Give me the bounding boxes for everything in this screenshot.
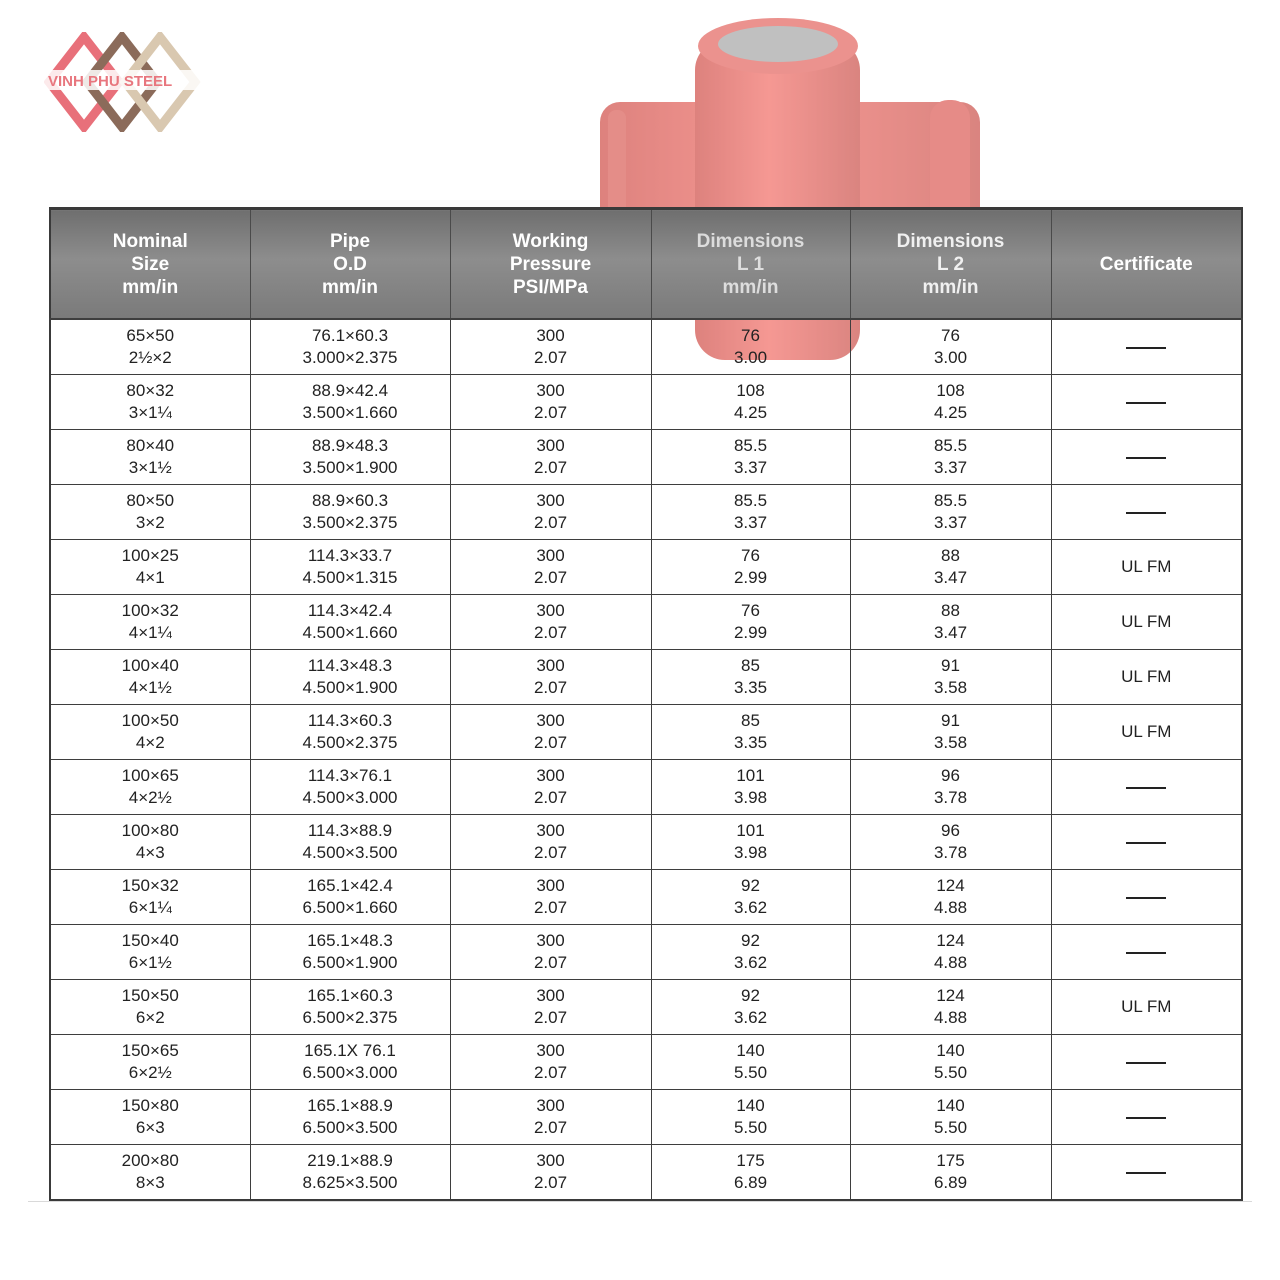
no-certificate-dash (1126, 347, 1166, 349)
cell-dimension-l2: 124 4.88 (850, 980, 1051, 1035)
cell-dimension-l1: 101 3.98 (651, 760, 850, 815)
cell-dimension-l1: 108 4.25 (651, 375, 850, 430)
cell-working-pressure: 300 2.07 (450, 815, 651, 870)
cell-nominal-size: 100×80 4×3 (50, 815, 250, 870)
cell-pipe-od: 88.9×60.3 3.500×2.375 (250, 485, 450, 540)
header-pipe-od: Pipe O.D mm/in (250, 209, 450, 320)
table-row (50, 319, 1242, 375)
no-certificate-dash (1126, 1062, 1166, 1064)
cell-dimension-l1: 101 3.98 (651, 815, 850, 870)
table-row (50, 815, 1242, 870)
cell-dimension-l1: 92 3.62 (651, 870, 850, 925)
header-certificate: Certificate (1051, 209, 1242, 320)
cell-dimension-l2: 91 3.58 (850, 705, 1051, 760)
cell-pipe-od: 114.3×33.7 4.500×1.315 (250, 540, 450, 595)
cell-dimension-l2: 96 3.78 (850, 760, 1051, 815)
cell-pipe-od: 165.1×88.9 6.500×3.500 (250, 1090, 450, 1145)
no-certificate-dash (1126, 512, 1166, 514)
no-certificate-dash (1126, 457, 1166, 459)
cell-certificate (1051, 1145, 1242, 1201)
no-certificate-dash (1126, 1117, 1166, 1119)
cell-dimension-l1: 85.5 3.37 (651, 485, 850, 540)
cell-dimension-l1: 92 3.62 (651, 980, 850, 1035)
cell-nominal-size: 150×50 6×2 (50, 980, 250, 1035)
cell-dimension-l1: 175 6.89 (651, 1145, 850, 1201)
cell-dimension-l1: 85 3.35 (651, 705, 850, 760)
cell-certificate (1051, 925, 1242, 980)
cell-working-pressure: 300 2.07 (450, 1090, 651, 1145)
specification-table (49, 207, 1243, 1201)
no-certificate-dash (1126, 897, 1166, 899)
table-row (50, 375, 1242, 430)
table-row (50, 1035, 1242, 1090)
header-working-pressure: Working Pressure PSI/MPa (450, 209, 651, 320)
table-row (50, 430, 1242, 485)
cell-dimension-l2: 124 4.88 (850, 870, 1051, 925)
cell-pipe-od: 76.1×60.3 3.000×2.375 (250, 319, 450, 375)
cell-dimension-l2: 88 3.47 (850, 595, 1051, 650)
table-row (50, 760, 1242, 815)
cell-nominal-size: 150×80 6×3 (50, 1090, 250, 1145)
cell-nominal-size: 200×80 8×3 (50, 1145, 250, 1201)
cell-nominal-size: 150×40 6×1½ (50, 925, 250, 980)
cell-dimension-l2: 124 4.88 (850, 925, 1051, 980)
cell-pipe-od: 114.3×88.9 4.500×3.500 (250, 815, 450, 870)
cell-certificate: UL FM (1051, 650, 1242, 705)
cell-dimension-l2: 85.5 3.37 (850, 430, 1051, 485)
cell-dimension-l1: 140 5.50 (651, 1090, 850, 1145)
cell-certificate (1051, 375, 1242, 430)
cell-nominal-size: 100×50 4×2 (50, 705, 250, 760)
cell-nominal-size: 100×40 4×1½ (50, 650, 250, 705)
cell-certificate (1051, 870, 1242, 925)
cell-working-pressure: 300 2.07 (450, 1145, 651, 1201)
cell-certificate (1051, 815, 1242, 870)
cell-dimension-l2: 85.5 3.37 (850, 485, 1051, 540)
cell-certificate (1051, 319, 1242, 375)
cell-dimension-l1: 92 3.62 (651, 925, 850, 980)
cell-nominal-size: 80×40 3×1½ (50, 430, 250, 485)
table-row (50, 540, 1242, 595)
brand-name: VINH PHU STEEL (48, 73, 173, 90)
cell-working-pressure: 300 2.07 (450, 1035, 651, 1090)
table-row (50, 925, 1242, 980)
cell-dimension-l1: 76 2.99 (651, 595, 850, 650)
cell-dimension-l1: 76 2.99 (651, 540, 850, 595)
cell-nominal-size: 150×65 6×2½ (50, 1035, 250, 1090)
table-row (50, 870, 1242, 925)
cell-dimension-l2: 91 3.58 (850, 650, 1051, 705)
header-nominal-size: Nominal Size mm/in (50, 209, 250, 320)
table-row (50, 485, 1242, 540)
bottom-rule (28, 1201, 1252, 1202)
table-row (50, 650, 1242, 705)
cell-certificate: UL FM (1051, 540, 1242, 595)
cell-working-pressure: 300 2.07 (450, 925, 651, 980)
cell-dimension-l2: 108 4.25 (850, 375, 1051, 430)
cell-working-pressure: 300 2.07 (450, 870, 651, 925)
cell-nominal-size: 80×32 3×1¼ (50, 375, 250, 430)
cell-pipe-od: 165.1×42.4 6.500×1.660 (250, 870, 450, 925)
cell-dimension-l1: 76 3.00 (651, 319, 850, 375)
cell-dimension-l2: 96 3.78 (850, 815, 1051, 870)
cell-certificate: UL FM (1051, 980, 1242, 1035)
cell-dimension-l2: 88 3.47 (850, 540, 1051, 595)
cell-pipe-od: 165.1X 76.1 6.500×3.000 (250, 1035, 450, 1090)
cell-nominal-size: 100×32 4×1¼ (50, 595, 250, 650)
no-certificate-dash (1126, 787, 1166, 789)
cell-dimension-l1: 85.5 3.37 (651, 430, 850, 485)
cell-working-pressure: 300 2.07 (450, 595, 651, 650)
cell-nominal-size: 80×50 3×2 (50, 485, 250, 540)
table-body (50, 319, 1242, 1200)
cell-pipe-od: 114.3×76.1 4.500×3.000 (250, 760, 450, 815)
cell-pipe-od: 114.3×60.3 4.500×2.375 (250, 705, 450, 760)
no-certificate-dash (1126, 1172, 1166, 1174)
header-dimensions-l2: Dimensions L 2 mm/in (850, 209, 1051, 320)
no-certificate-dash (1126, 952, 1166, 954)
table-row (50, 1145, 1242, 1201)
cell-certificate (1051, 430, 1242, 485)
cell-working-pressure: 300 2.07 (450, 430, 651, 485)
table-row (50, 1090, 1242, 1145)
cell-nominal-size: 150×32 6×1¼ (50, 870, 250, 925)
cell-certificate: UL FM (1051, 705, 1242, 760)
no-certificate-dash (1126, 842, 1166, 844)
cell-pipe-od: 114.3×48.3 4.500×1.900 (250, 650, 450, 705)
cell-nominal-size: 65×50 2½×2 (50, 319, 250, 375)
cell-pipe-od: 219.1×88.9 8.625×3.500 (250, 1145, 450, 1201)
cell-nominal-size: 100×25 4×1 (50, 540, 250, 595)
cell-pipe-od: 165.1×48.3 6.500×1.900 (250, 925, 450, 980)
table-header-row (50, 209, 1242, 320)
cell-working-pressure: 300 2.07 (450, 319, 651, 375)
cell-working-pressure: 300 2.07 (450, 375, 651, 430)
cell-pipe-od: 88.9×48.3 3.500×1.900 (250, 430, 450, 485)
cell-working-pressure: 300 2.07 (450, 705, 651, 760)
cell-dimension-l1: 140 5.50 (651, 1035, 850, 1090)
cell-working-pressure: 300 2.07 (450, 650, 651, 705)
cell-dimension-l2: 175 6.89 (850, 1145, 1051, 1201)
cell-dimension-l1: 85 3.35 (651, 650, 850, 705)
cell-pipe-od: 114.3×42.4 4.500×1.660 (250, 595, 450, 650)
cell-nominal-size: 100×65 4×2½ (50, 760, 250, 815)
cell-working-pressure: 300 2.07 (450, 485, 651, 540)
cell-pipe-od: 88.9×42.4 3.500×1.660 (250, 375, 450, 430)
cell-working-pressure: 300 2.07 (450, 540, 651, 595)
cell-working-pressure: 300 2.07 (450, 980, 651, 1035)
table-row (50, 980, 1242, 1035)
table-row (50, 705, 1242, 760)
cell-pipe-od: 165.1×60.3 6.500×2.375 (250, 980, 450, 1035)
cell-certificate: UL FM (1051, 595, 1242, 650)
table-row (50, 595, 1242, 650)
cell-certificate (1051, 485, 1242, 540)
no-certificate-dash (1126, 402, 1166, 404)
cell-dimension-l2: 140 5.50 (850, 1035, 1051, 1090)
cell-certificate (1051, 1090, 1242, 1145)
cell-certificate (1051, 1035, 1242, 1090)
cell-dimension-l2: 76 3.00 (850, 319, 1051, 375)
cell-working-pressure: 300 2.07 (450, 760, 651, 815)
cell-dimension-l2: 140 5.50 (850, 1090, 1051, 1145)
cell-certificate (1051, 760, 1242, 815)
header-dimensions-l1: Dimensions L 1 mm/in (651, 209, 850, 320)
